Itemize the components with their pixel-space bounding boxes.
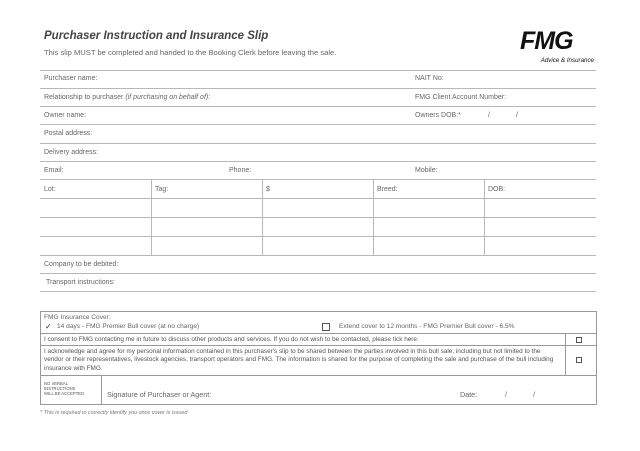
consent-text: I consent to FMG contacting me in future to discuss other products and services. If you do not wish to be contacted, please tick here: [44, 336, 419, 343]
logo-tagline: Advice & Insurance [540, 57, 594, 64]
transport-field[interactable] [40, 291, 596, 292]
divider [40, 333, 597, 334]
logo-text: FMG [520, 27, 573, 55]
lot-column-header: Lot: [44, 186, 56, 193]
transport-label: Transport instructions: [46, 279, 115, 286]
fmg-logo [520, 27, 600, 66]
date-label[interactable]: Date: [460, 390, 478, 399]
form-subtitle: This slip MUST be completed and handed to the Booking Clerk before leaving the sale. [44, 48, 337, 57]
relationship-field[interactable] [40, 106, 596, 107]
form-title: Purchaser Instruction and Insurance Slip [44, 30, 269, 42]
date-separator: / [488, 112, 490, 119]
agreement-text: I acknowledge and agree for my personal information contained in this purchaser's slip to be shared between the parties involved in this bull sale, including but not limited to the vendor or their representatives, livestock agencies, transport operators and FMG. The information is shared for the purpose of completing the sale and purchase of the bull including insurance with FMG. [44, 348, 554, 372]
no-verbal-line: WILL BE ACCEPTED [44, 391, 85, 396]
no-verbal-instructions [44, 381, 84, 396]
table-row[interactable] [40, 198, 596, 199]
insurance-heading: FMG Insurance Cover: [44, 314, 111, 321]
consent-checkbox[interactable] [576, 337, 582, 343]
company-debited-field[interactable] [40, 273, 596, 274]
breed-column-header: Breed: [377, 186, 398, 193]
footnote: * This is required to correctly identify you once cover is issued [40, 410, 188, 416]
insurance-option-12-months: Extend cover to 12 months - FMG Premier Bull cover - 6.5% [339, 323, 515, 330]
contact-field[interactable] [40, 179, 596, 180]
no-verbal-line: NO VERBAL [44, 381, 68, 386]
owner-name-field[interactable] [40, 124, 596, 125]
divider [40, 345, 597, 346]
extend-cover-checkbox[interactable] [322, 323, 330, 331]
checkbox-column-divider [565, 333, 566, 375]
email-label: Email: [44, 167, 64, 174]
table-row[interactable] [40, 255, 596, 256]
divider [40, 70, 596, 71]
mobile-label: Mobile: [415, 167, 438, 174]
delivery-address-label: Delivery address: [44, 149, 99, 156]
owner-name-label: Owner name: [44, 112, 87, 119]
date-separator: / [533, 390, 535, 399]
agreement-checkbox[interactable] [576, 357, 582, 363]
insurance-option-14-days: 14 days - FMG Premier Bull cover (at no charge) [57, 323, 200, 330]
relationship-label [44, 94, 210, 101]
relationship-hint: (if purchasing on behalf of): [125, 94, 211, 101]
dob-column-header: DOB: [488, 186, 506, 193]
purchaser-name-field[interactable] [40, 88, 596, 89]
owners-dob-label: Owners DOB:* [415, 112, 461, 119]
date-separator: / [505, 390, 507, 399]
price-column-header: $ [266, 186, 270, 193]
no-verbal-line: INSTRUCTIONS [44, 386, 76, 391]
nait-no-label: NAIT No: [415, 75, 444, 82]
table-row[interactable] [40, 217, 596, 218]
relationship-text: Relationship to purchaser [44, 94, 124, 101]
fmg-client-account-label: FMG Client Account Number: [415, 94, 507, 101]
purchaser-name-label: Purchaser name: [44, 75, 98, 82]
delivery-address-field[interactable] [40, 161, 596, 162]
check-mark-icon[interactable]: ✓ [45, 322, 52, 331]
divider [40, 375, 597, 376]
postal-address-field[interactable] [40, 143, 596, 144]
table-row[interactable] [40, 236, 596, 237]
phone-label: Phone: [229, 167, 252, 174]
signature-divider [101, 375, 102, 405]
tag-column-header: Tag: [155, 186, 169, 193]
date-separator: / [516, 112, 518, 119]
company-debited-label: Company to be debited: [44, 261, 119, 268]
postal-address-label: Postal address: [44, 130, 93, 137]
signature-label[interactable]: Signature of Purchaser or Agent: [107, 390, 212, 399]
